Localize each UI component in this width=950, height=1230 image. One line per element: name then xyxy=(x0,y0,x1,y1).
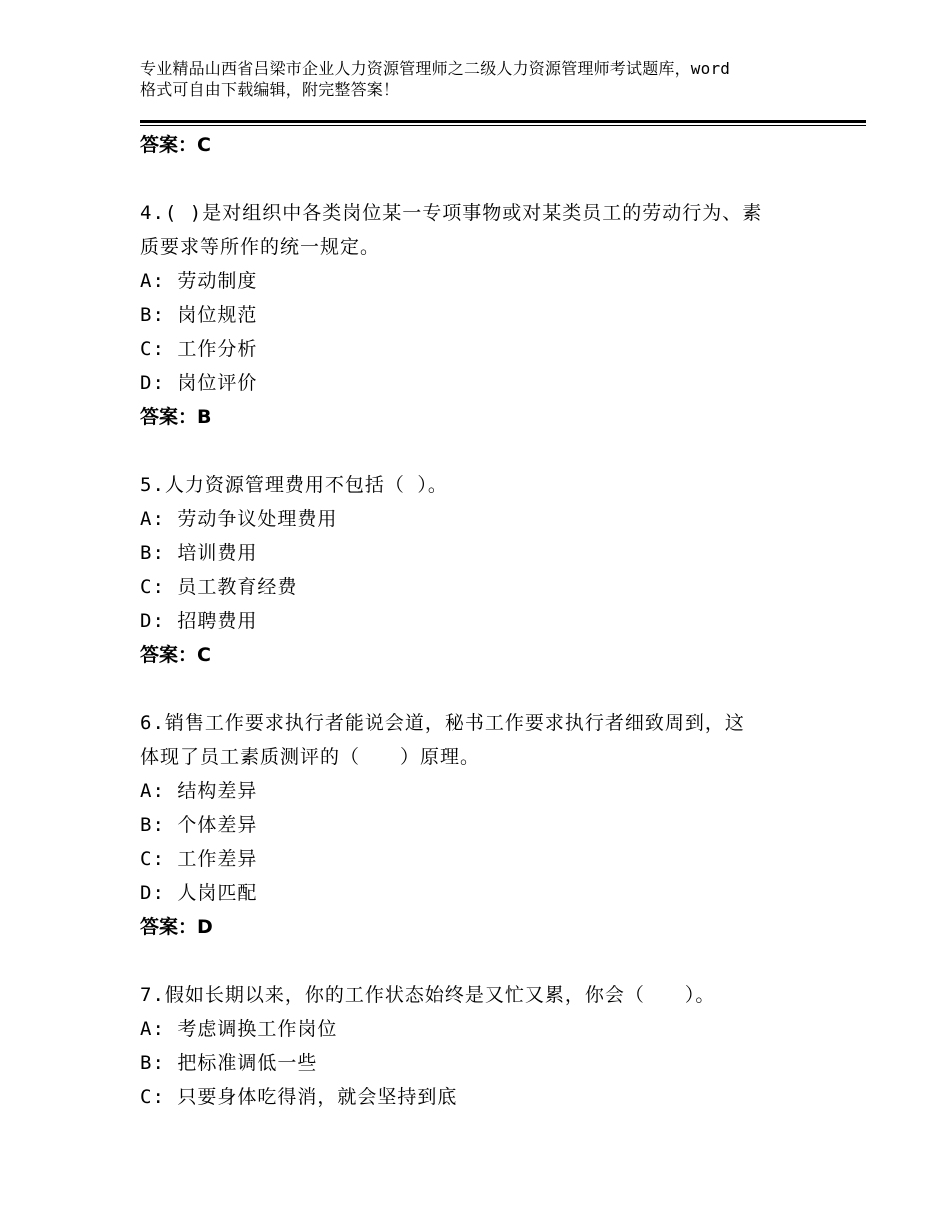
answer-line: 答案：B xyxy=(140,406,212,428)
option-c: C: 工作分析 xyxy=(140,338,258,360)
question-text: 4.( )是对组织中各类岗位某一专项事物或对某类员工的劳动行为、素 xyxy=(140,202,763,224)
header-divider-thin xyxy=(140,125,866,126)
option-b: B: 把标准调低一些 xyxy=(140,1052,318,1074)
question-5 xyxy=(140,468,840,672)
question-7 xyxy=(140,978,840,1114)
header-line-2: 格式可自由下载编辑，附完整答案！ xyxy=(140,80,400,99)
option-a: A: 结构差异 xyxy=(140,780,258,802)
header-line-1: 专业精品山西省吕梁市企业人力资源管理师之二级人力资源管理师考试题库，word xyxy=(140,59,731,78)
option-b: B: 个体差异 xyxy=(140,814,258,836)
document-header xyxy=(140,58,840,100)
option-c: C: 只要身体吃得消，就会坚持到底 xyxy=(140,1086,458,1108)
option-b: B: 培训费用 xyxy=(140,542,258,564)
option-a: A: 考虑调换工作岗位 xyxy=(140,1018,338,1040)
question-text: 7.假如长期以来，你的工作状态始终是又忙又累，你会（ ）。 xyxy=(140,984,716,1006)
option-d: D: 招聘费用 xyxy=(140,610,258,632)
option-d: D: 人岗匹配 xyxy=(140,882,258,904)
answer-line: 答案：C xyxy=(140,134,211,156)
question-4 xyxy=(140,196,840,434)
question-text: 5.人力资源管理费用不包括（ ）。 xyxy=(140,474,448,496)
answer-line: 答案：D xyxy=(140,916,213,938)
option-a: A: 劳动制度 xyxy=(140,270,258,292)
header-divider-thick xyxy=(140,120,866,123)
option-d: D: 岗位评价 xyxy=(140,372,258,394)
question-text: 6.销售工作要求执行者能说会道，秘书工作要求执行者细致周到，这 xyxy=(140,712,745,734)
option-a: A: 劳动争议处理费用 xyxy=(140,508,338,530)
option-b: B: 岗位规范 xyxy=(140,304,258,326)
answer-line: 答案：C xyxy=(140,644,211,666)
option-c: C: 工作差异 xyxy=(140,848,258,870)
question-text-cont: 体现了员工素质测评的（ ）原理。 xyxy=(140,746,481,768)
option-c: C: 员工教育经费 xyxy=(140,576,298,598)
question-list xyxy=(140,128,840,1114)
question-text-cont: 质要求等所作的统一规定。 xyxy=(140,236,381,258)
question-6 xyxy=(140,706,840,944)
